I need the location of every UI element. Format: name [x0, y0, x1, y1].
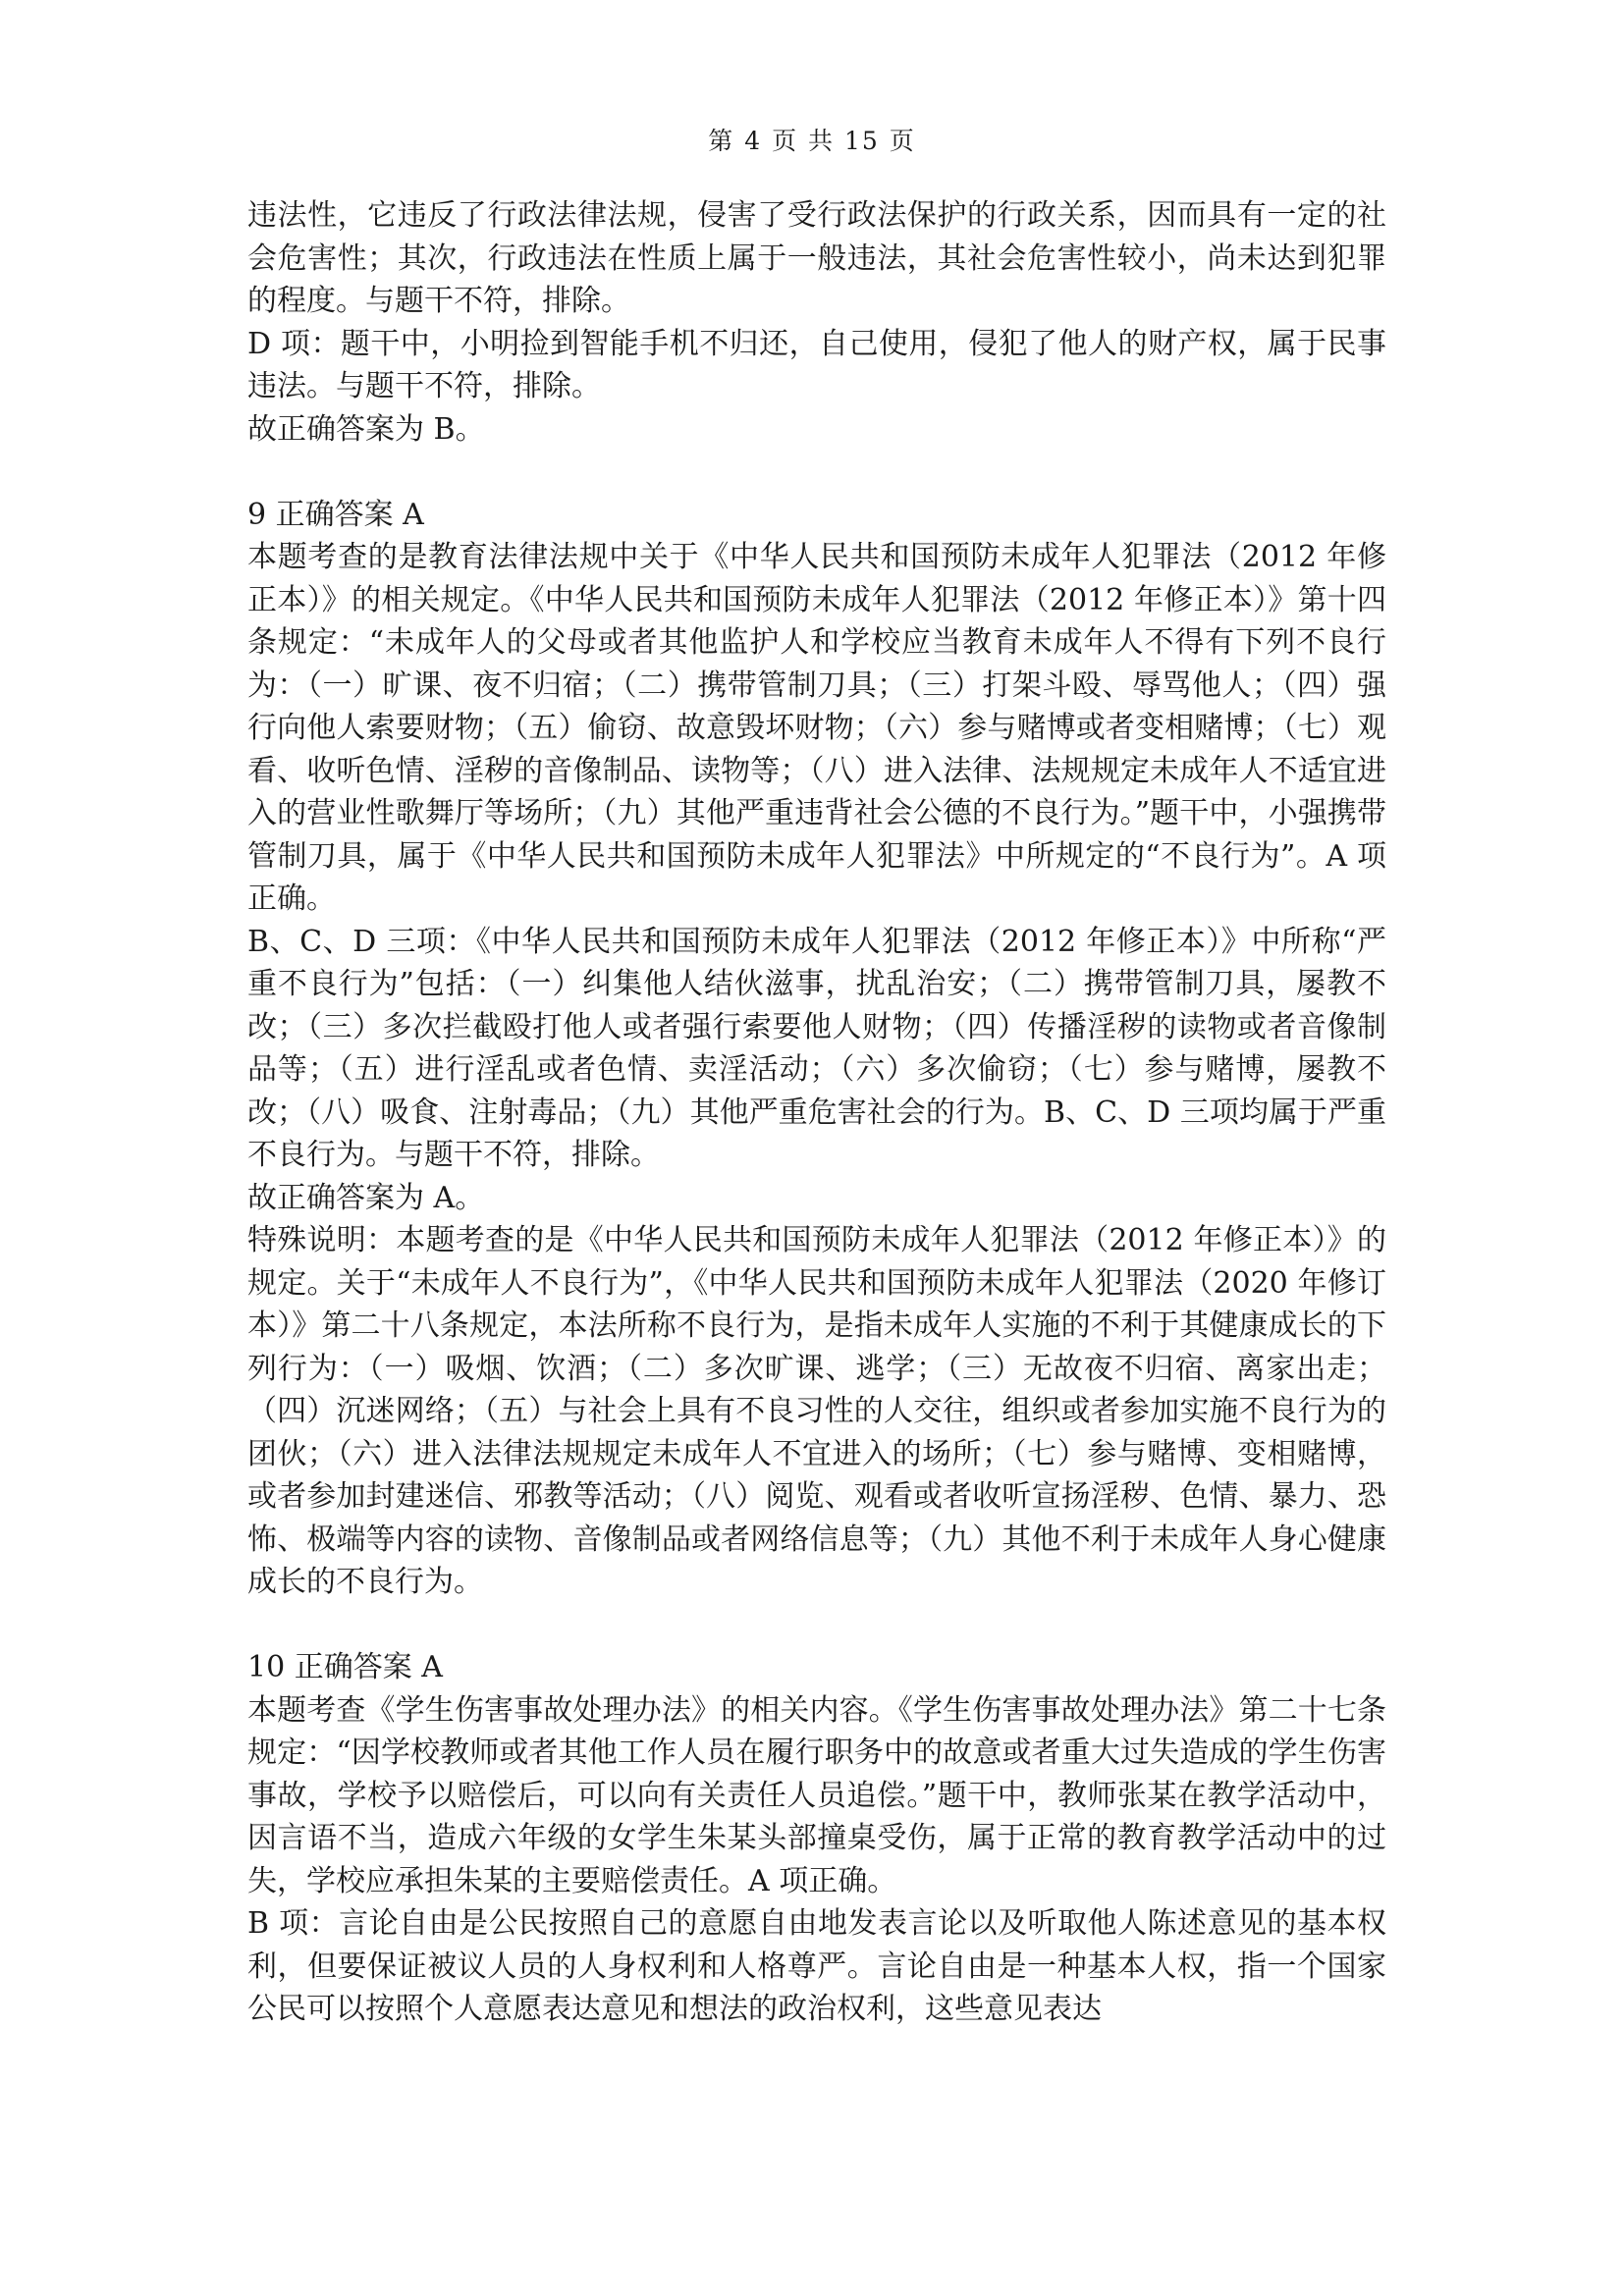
answer-heading: 10 正确答案 A [247, 1650, 443, 1684]
paragraph: 本题考查《学生伤害事故处理办法》的相关内容。《学生伤害事故处理办法》第二十七条规定：“因学校教师或者其他工作人员在履行职务中的故意或者重大过失造成的学生伤害事故，学校予以赔偿后，可以向有关责任人员追偿。”题干中，教师张某在教学活动中，因言语不当，造成六年级的女学生朱某头部撞桌受伤，属于正常的教育教学活动中的过失，学校应承担朱某的主要赔偿责任。A 项正确。 [247, 1692, 1386, 1898]
document-body [247, 194, 1386, 2031]
paragraph: 特殊说明：本题考查的是《中华人民共和国预防未成年人犯罪法（2012 年修正本）》的规定。关于“未成年人不良行为”，《中华人民共和国预防未成年人犯罪法（2020 年修订本）》第二十八条规定，本法所称不良行为，是指未成年人实施的不利于其健康成长的下列行为：（一）吸烟、饮酒；（二）多次旷课、逃学；（三）无故夜不归宿、离家出走；（四）沉迷网络；（五）与社会上具有不良习性的人交往，组织或者参加实施不良行为的团伙；（六）进入法律法规规定未成年人不宜进入的场所；（七）参与赌博、变相赌博，或者参加封建迷信、邪教等活动；（八）阅览、观看或者收听宣扬淫秽、色情、暴力、恐怖、极端等内容的读物、音像制品或者网络信息等；（九）其他不利于未成年人身心健康成长的不良行为。 [247, 1223, 1386, 1599]
paragraph: B 项：言论自由是公民按照自己的意愿自由地发表言论以及听取他人陈述意见的基本权利，但要保证被议人员的人身权利和人格尊严。言论自由是一种基本人权，指一个国家公民可以按照个人意愿表达意见和想法的政治权利，这些意见表达 [247, 1906, 1386, 2026]
paragraph: D 项：题干中，小明捡到智能手机不归还，自己使用，侵犯了他人的财产权，属于民事违法。与题干不符，排除。 [247, 326, 1386, 403]
paragraph: B、C、D 三项：《中华人民共和国预防未成年人犯罪法（2012 年修正本）》中所称“严重不良行为”包括：（一）纠集他人结伙滋事，扰乱治安；（二）携带管制刀具，屡教不改；（三）多次拦截殴打他人或者强行索要他人财物；（四）传播淫秽的读物或者音像制品等；（五）进行淫乱或者色情、卖淫活动；（六）多次偷窃；（七）参与赌博，屡教不改；（八）吸食、注射毒品；（九）其他严重危害社会的行为。B、C、D 三项均属于严重不良行为。与题干不符，排除。 [247, 924, 1386, 1172]
answer-8-continuation [247, 194, 1386, 451]
answer-9 [247, 494, 1386, 1604]
paragraph: 故正确答案为 B。 [247, 411, 485, 447]
paragraph: 故正确答案为 A。 [247, 1180, 485, 1215]
answer-10 [247, 1646, 1386, 2031]
paragraph: 本题考查的是教育法律法规中关于《中华人民共和国预防未成年人犯罪法（2012 年修正本）》的相关规定。《中华人民共和国预防未成年人犯罪法（2012 年修正本）》第十四条规定：“未成年人的父母或者其他监护人和学校应当教育未成年人不得有下列不良行为：（一）旷课、夜不归宿；（二）携带管制刀具；（三）打架斗殴、辱骂他人；（四）强行向他人索要财物；（五）偷窃、故意毁坏财物；（六）参与赌博或者变相赌博；（七）观看、收听色情、淫秽的音像制品、读物等；（八）进入法律、法规规定未成年人不适宜进入的营业性歌舞厅等场所；（九）其他严重违背社会公德的不良行为。”题干中，小强携带管制刀具，属于《中华人民共和国预防未成年人犯罪法》中所规定的“不良行为”。A 项正确。 [247, 540, 1386, 916]
paragraph: 违法性，它违反了行政法律法规，侵害了受行政法保护的行政关系，因而具有一定的社会危害性；其次，行政违法在性质上属于一般违法，其社会危害性较小，尚未达到犯罪的程度。与题干不符，排除。 [247, 198, 1386, 318]
page-number-header: 第 4 页 共 15 页 [708, 127, 916, 155]
answer-heading: 9 正确答案 A [247, 497, 424, 532]
